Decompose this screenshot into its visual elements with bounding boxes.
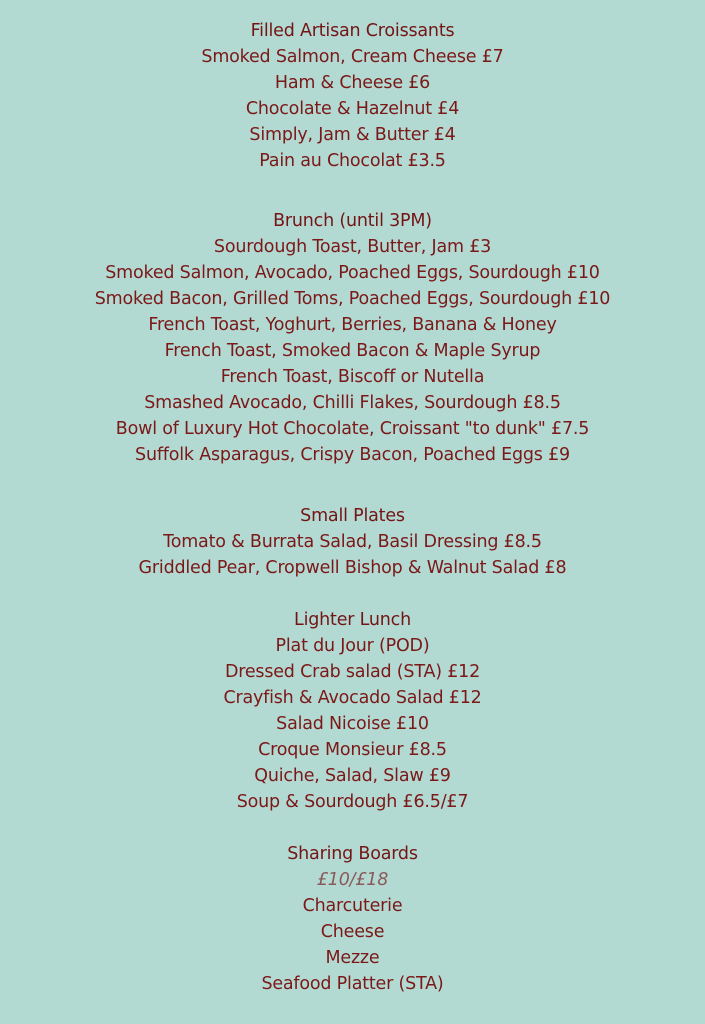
menu-item: French Toast, Smoked Bacon & Maple Syrup [164, 341, 541, 361]
menu-item: Croque Monsieur £8.5 [258, 740, 447, 760]
menu-item: Griddled Pear, Cropwell Bishop & Walnut Salad £8 [138, 558, 567, 578]
price-note: £10/£18 [316, 870, 389, 890]
menu-item: Chocolate & Hazelnut £4 [245, 99, 460, 119]
menu-item: Smoked Salmon, Avocado, Poached Eggs, Sourdough £10 [105, 263, 600, 283]
section-title-lighter-lunch: Lighter Lunch [294, 610, 411, 630]
menu-item: Dressed Crab salad (STA) £12 [224, 662, 481, 682]
menu-item: Seafood Platter (STA) [261, 974, 444, 994]
menu-item: Charcuterie [302, 896, 403, 916]
menu-item: Crayfish & Avocado Salad £12 [223, 688, 482, 708]
menu-item: Bowl of Luxury Hot Chocolate, Croissant "to dunk" £7.5 [115, 419, 590, 439]
menu-item: Sourdough Toast, Butter, Jam £3 [213, 237, 492, 257]
menu-item: Ham & Cheese £6 [274, 73, 431, 93]
menu-item: Smashed Avocado, Chilli Flakes, Sourdough £8.5 [144, 393, 561, 413]
menu-item: French Toast, Biscoff or Nutella [220, 367, 485, 387]
section-title-croissants: Filled Artisan Croissants [250, 21, 455, 41]
menu-item: Plat du Jour (POD) [275, 636, 430, 656]
menu-item: Quiche, Salad, Slaw £9 [254, 766, 451, 786]
section-title-brunch: Brunch (until 3PM) [273, 211, 432, 231]
section-title-sharing-boards: Sharing Boards [287, 844, 418, 864]
menu-item: Smoked Bacon, Grilled Toms, Poached Eggs, Sourdough £10 [94, 289, 611, 309]
menu-item: Simply, Jam & Butter £4 [249, 125, 456, 145]
section-title-small-plates: Small Plates [300, 506, 405, 526]
menu-item: Salad Nicoise £10 [276, 714, 429, 734]
menu-item: Cheese [320, 922, 385, 942]
menu-item: Mezze [325, 948, 380, 968]
menu-item: French Toast, Yoghurt, Berries, Banana & Honey [148, 315, 557, 335]
menu-item: Pain au Chocolat £3.5 [259, 151, 446, 171]
menu-item: Soup & Sourdough £6.5/£7 [236, 792, 469, 812]
menu-item: Tomato & Burrata Salad, Basil Dressing £8.5 [163, 532, 542, 552]
menu-item: Suffolk Asparagus, Crispy Bacon, Poached Eggs £9 [135, 445, 570, 465]
menu-item: Smoked Salmon, Cream Cheese £7 [201, 47, 504, 67]
